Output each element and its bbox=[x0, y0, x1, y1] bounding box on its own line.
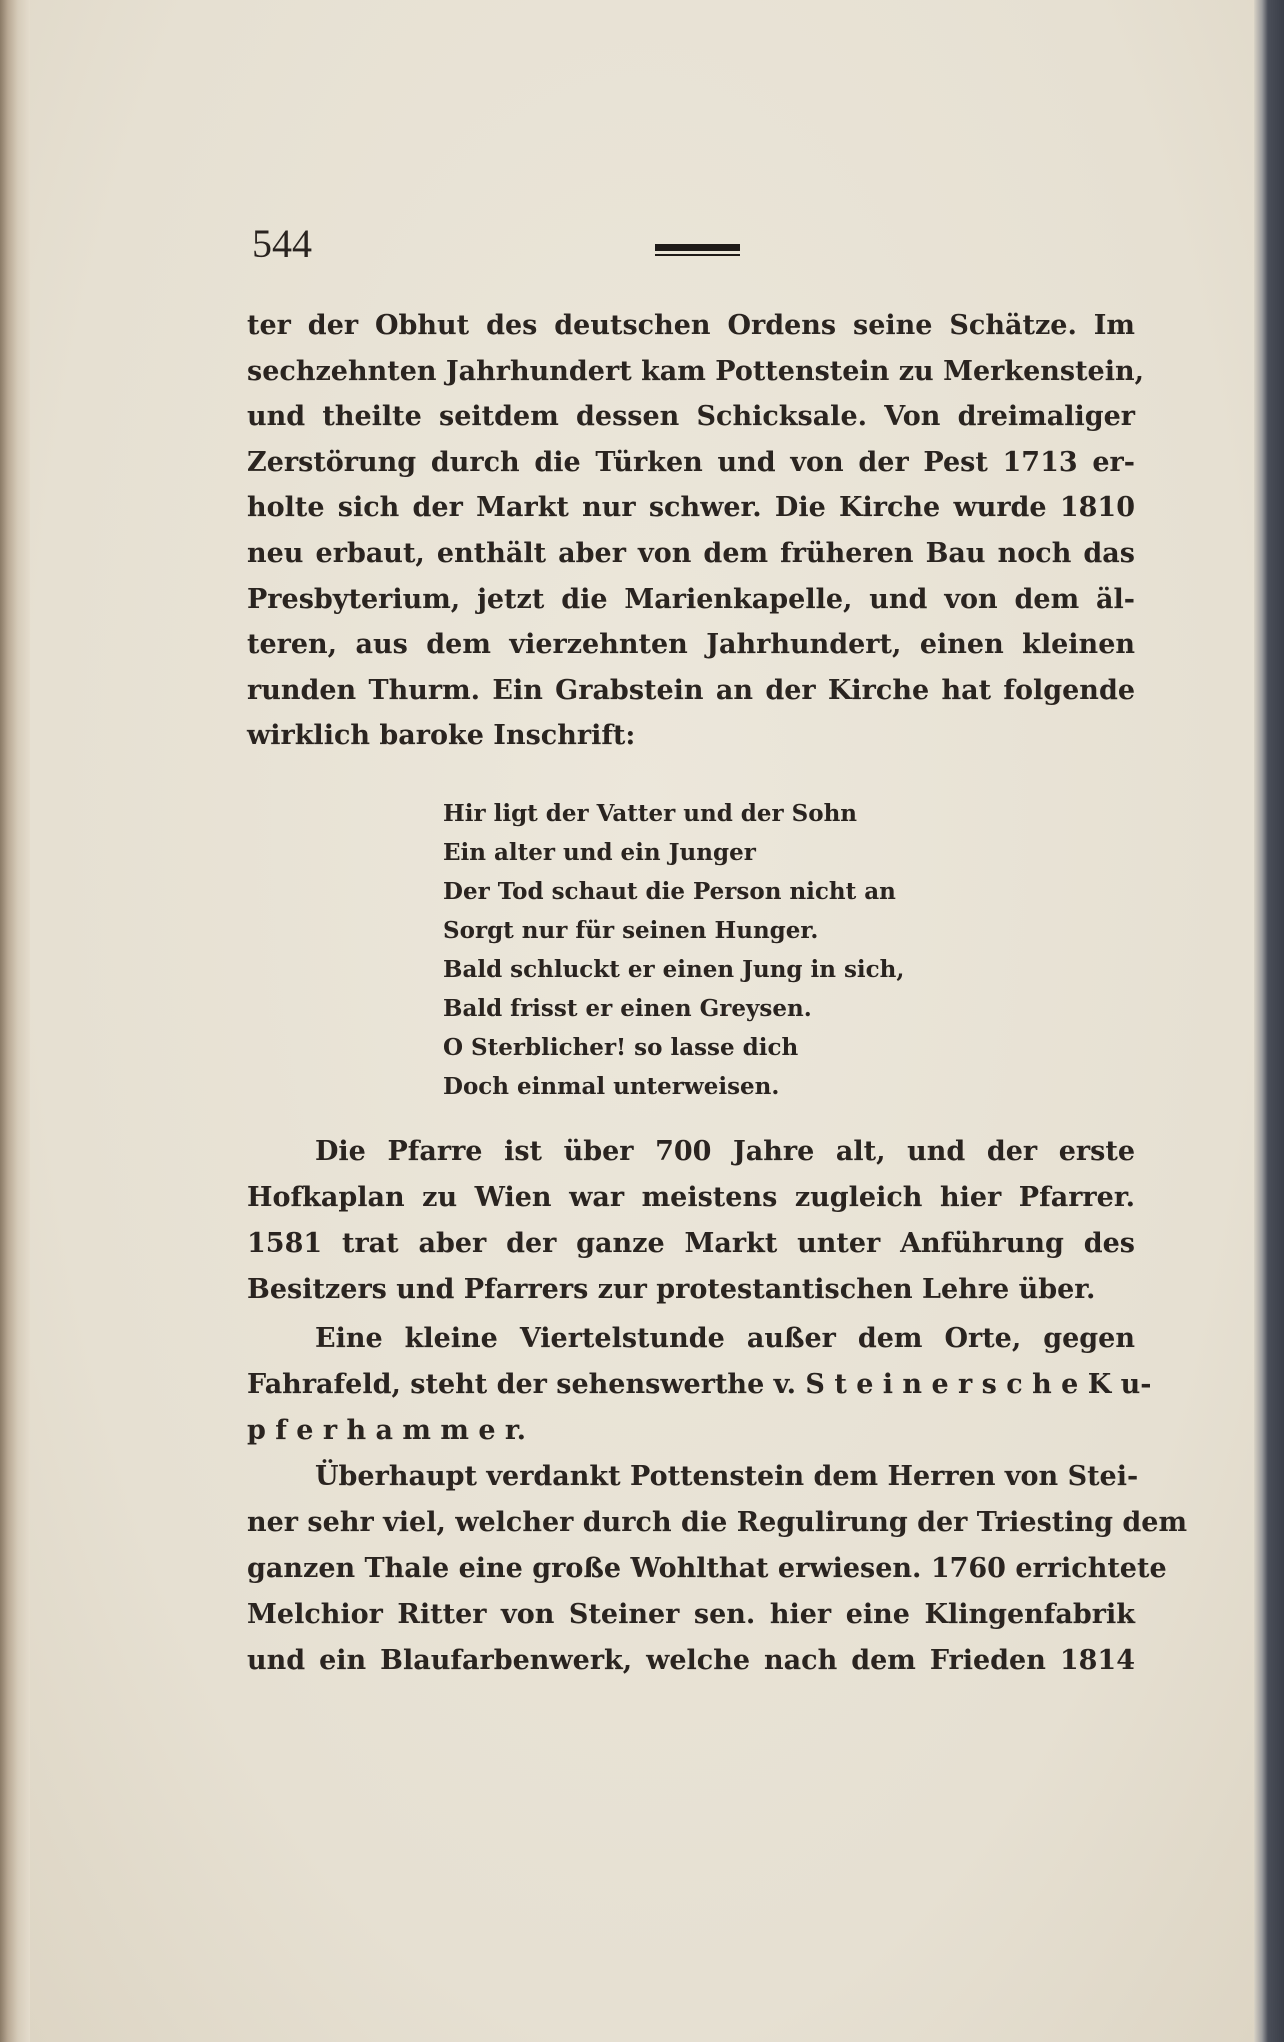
text-line: Überhaupt verdankt Pottenstein dem Herren von Stei- bbox=[315, 1461, 1139, 1492]
header-rule bbox=[655, 244, 740, 251]
header-rule-thin bbox=[655, 254, 740, 256]
text-line: holte sich der Markt nur schwer. Die Kirche wurde 1810 bbox=[247, 492, 1135, 524]
text-line: Die Pfarre ist über 700 Jahre alt, und der erste bbox=[315, 1136, 1135, 1167]
text-line: Fahrafeld, steht der sehenswerthe v. S t e i n e r s c h e K u- bbox=[247, 1369, 1152, 1400]
poem-line: Bald schluckt er einen Jung in sich, bbox=[443, 956, 905, 983]
book-cover-edge bbox=[1254, 0, 1284, 2042]
text-line: teren, aus dem vierzehnten Jahrhundert, einen kleinen bbox=[247, 629, 1135, 661]
text-line: 1581 trat aber der ganze Markt unter Anführung des bbox=[247, 1228, 1135, 1259]
text-line: neu erbaut, enthält aber von dem früheren Bau noch das bbox=[247, 538, 1135, 569]
poem-line: Doch einmal unterweisen. bbox=[443, 1073, 780, 1100]
text-line: Hofkaplan zu Wien war meistens zugleich hier Pfarrer. bbox=[247, 1182, 1135, 1213]
text-line: runden Thurm. Ein Grabstein an der Kirche hat folgende bbox=[247, 674, 1135, 706]
text-line: sechzehnten Jahrhundert kam Pottenstein zu Merkenstein, bbox=[247, 355, 1145, 387]
text-line: und theilte seitdem dessen Schicksale. Von dreimaliger bbox=[247, 401, 1135, 433]
poem-line: Hir ligt der Vatter und der Sohn bbox=[443, 800, 858, 827]
text-line: ner sehr viel, welcher durch die Regulirung der Triesting dem bbox=[247, 1507, 1188, 1538]
poem-line: Bald frisst er einen Greysen. bbox=[443, 995, 812, 1022]
text-line: Melchior Ritter von Steiner sen. hier eine Klingenfabrik bbox=[247, 1599, 1135, 1630]
text-line: wirklich baroke Inschrift: bbox=[247, 720, 636, 752]
text-line: Presbyterium, jetzt die Marienkapelle, und von dem äl- bbox=[247, 583, 1135, 615]
page-number: 544 bbox=[252, 221, 312, 266]
text-line: p f e r h a m m e r. bbox=[247, 1415, 527, 1446]
book-gutter-edge bbox=[0, 0, 30, 2042]
poem-line: Ein alter und ein Junger bbox=[443, 839, 756, 866]
text-line: ter der Obhut des deutschen Ordens seine Schätze. Im bbox=[247, 310, 1135, 341]
poem-line: Der Tod schaut die Person nicht an bbox=[443, 878, 896, 905]
text-line: ganzen Thale eine große Wohlthat erwiesen. 1760 errichtete bbox=[247, 1553, 1167, 1584]
text-line: Zerstörung durch die Türken und von der Pest 1713 er- bbox=[247, 446, 1135, 478]
text-line: Besitzers und Pfarrers zur protestantischen Lehre über. bbox=[247, 1274, 1096, 1305]
poem-line: Sorgt nur für seinen Hunger. bbox=[443, 917, 819, 944]
poem-line: O Sterblicher! so lasse dich bbox=[443, 1034, 799, 1061]
text-line: und ein Blaufarbenwerk, welche nach dem Frieden 1814 bbox=[247, 1645, 1135, 1676]
text-line: Eine kleine Viertelstunde außer dem Orte, gegen bbox=[315, 1323, 1135, 1354]
